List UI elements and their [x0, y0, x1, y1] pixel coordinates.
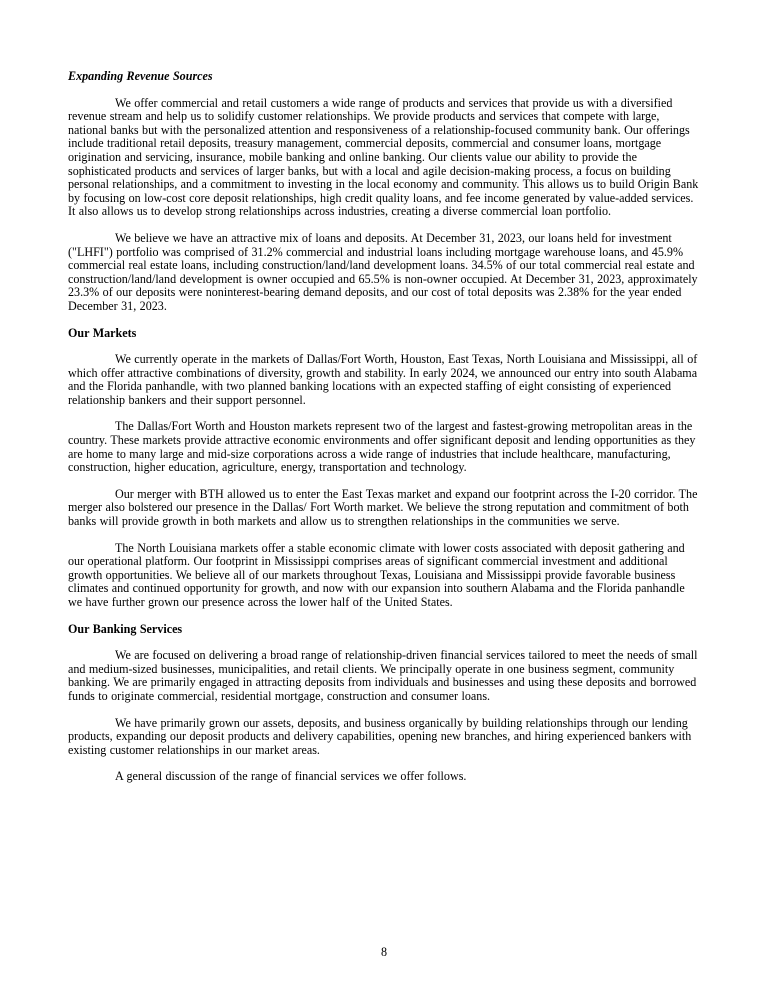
paragraph-dfw-houston: The Dallas/Fort Worth and Houston markets represent two of the largest and fastest-growing metropolitan areas in the country. These markets provide attractive economic environments and offer significant deposit and lending opportunities as they are home to many large and mid-size corporations across a wide range of industries that include healthcare, manufacturing, construction, higher education, agriculture, energy, transportation and technology. — [68, 419, 696, 475]
paragraph-north-louisiana: The North Louisiana markets offer a stable economic climate with lower costs associated with deposit gathering and our operational platform. Our footprint in Mississippi comprises areas of significant commercial investment and additional growth opportunities. We believe all of our markets throughout Texas, Louisiana and Mississippi provide favorable business climates and continued opportunity for growth, and now with our expansion into southern Alabama and the Florida panhandle we have further grown our presence across the lower half of the United States. — [68, 540, 685, 609]
paragraph-organic-growth: We have primarily grown our assets, deposits, and business organically by building relationships through our lending products, expanding our deposit products and delivery capabilities, opening new branches, and hiring experienced bankers with existing customer relationships in our market areas. — [68, 715, 692, 757]
paragraph-diversified-revenue: We offer commercial and retail customers a wide range of products and services that provide us with a diversified revenue stream and help us to solidify customer relationships. We provide products and services that compete with large, national banks but with the personalized attention and responsiveness of a relationship-focused community bank. Our offerings include traditional retail deposits, treasury management, commercial deposits, commercial and consumer loans, mortgage origination and servicing, insurance, mobile banking and online banking. Our clients value our ability to provide the sophisticated products and services of larger banks, but with a local and agile decision-making process, a focus on building personal relationships, and a commitment to investing in the local economy and community. This allows us to build Origin Bank by focusing on low-cost core deposit relationships, high credit quality loans, and fee income generated by value-added services. It also allows us to develop strong relationships across industries, creating a diverse commercial loan portfolio. — [68, 95, 699, 219]
paragraph-markets-overview: We currently operate in the markets of Dallas/Fort Worth, Houston, East Texas, North Louisiana and Mississippi, all of which offer attractive combinations of diversity, growth and stability. In early 2024, we announced our entry into south Alabama and the Florida panhandle, with two planned banking locations with an expected staffing of eight consisting of experienced relationship bankers and their support personnel. — [68, 352, 698, 407]
page-number: 8 — [380, 945, 388, 959]
heading-expanding-revenue-sources: Expanding Revenue Sources — [68, 69, 213, 83]
heading-our-markets: Our Markets — [68, 325, 137, 340]
paragraph-loans-deposits-mix: We believe we have an attractive mix of loans and deposits. At December 31, 2023, our loans held for investment ("LHFI") portfolio was comprised of 31.2% commercial and industrial loans including mortgage warehouse loans, and 45.9% commercial real estate loans, including construction/land/land development loans. 34.5% of our total commercial real estate and construction/land/land development is owner occupied and 65.5% is non-owner occupied. At December 31, 2023, approximately 23.3% of our deposits were noninterest-bearing demand deposits, and our cost of total deposits was 2.38% for the year ended December 31, 2023. — [68, 230, 698, 313]
paragraph-general-discussion: A general discussion of the range of financial services we offer follows. — [115, 769, 467, 784]
document-body — [68, 70, 701, 797]
paragraph-banking-services-focus: We are focused on delivering a broad range of relationship-driven financial services tailored to meet the needs of small and medium-sized businesses, municipalities, and retail clients. We principally operate in one business segment, community banking. We are primarily engaged in attracting deposits from individuals and businesses and using these deposits and borrowed funds to originate commercial, residential mortgage, construction and consumer loans. — [68, 648, 698, 703]
heading-our-banking-services: Our Banking Services — [68, 621, 183, 636]
paragraph-bth-merger: Our merger with BTH allowed us to enter the East Texas market and expand our footprint across the I-20 corridor. The merger also bolstered our presence in the Dallas/ Fort Worth market. We believe the strong reputation and commitment of both banks will provide growth in both markets and allow us to strengthen relationships in the communities we serve. — [68, 486, 698, 529]
